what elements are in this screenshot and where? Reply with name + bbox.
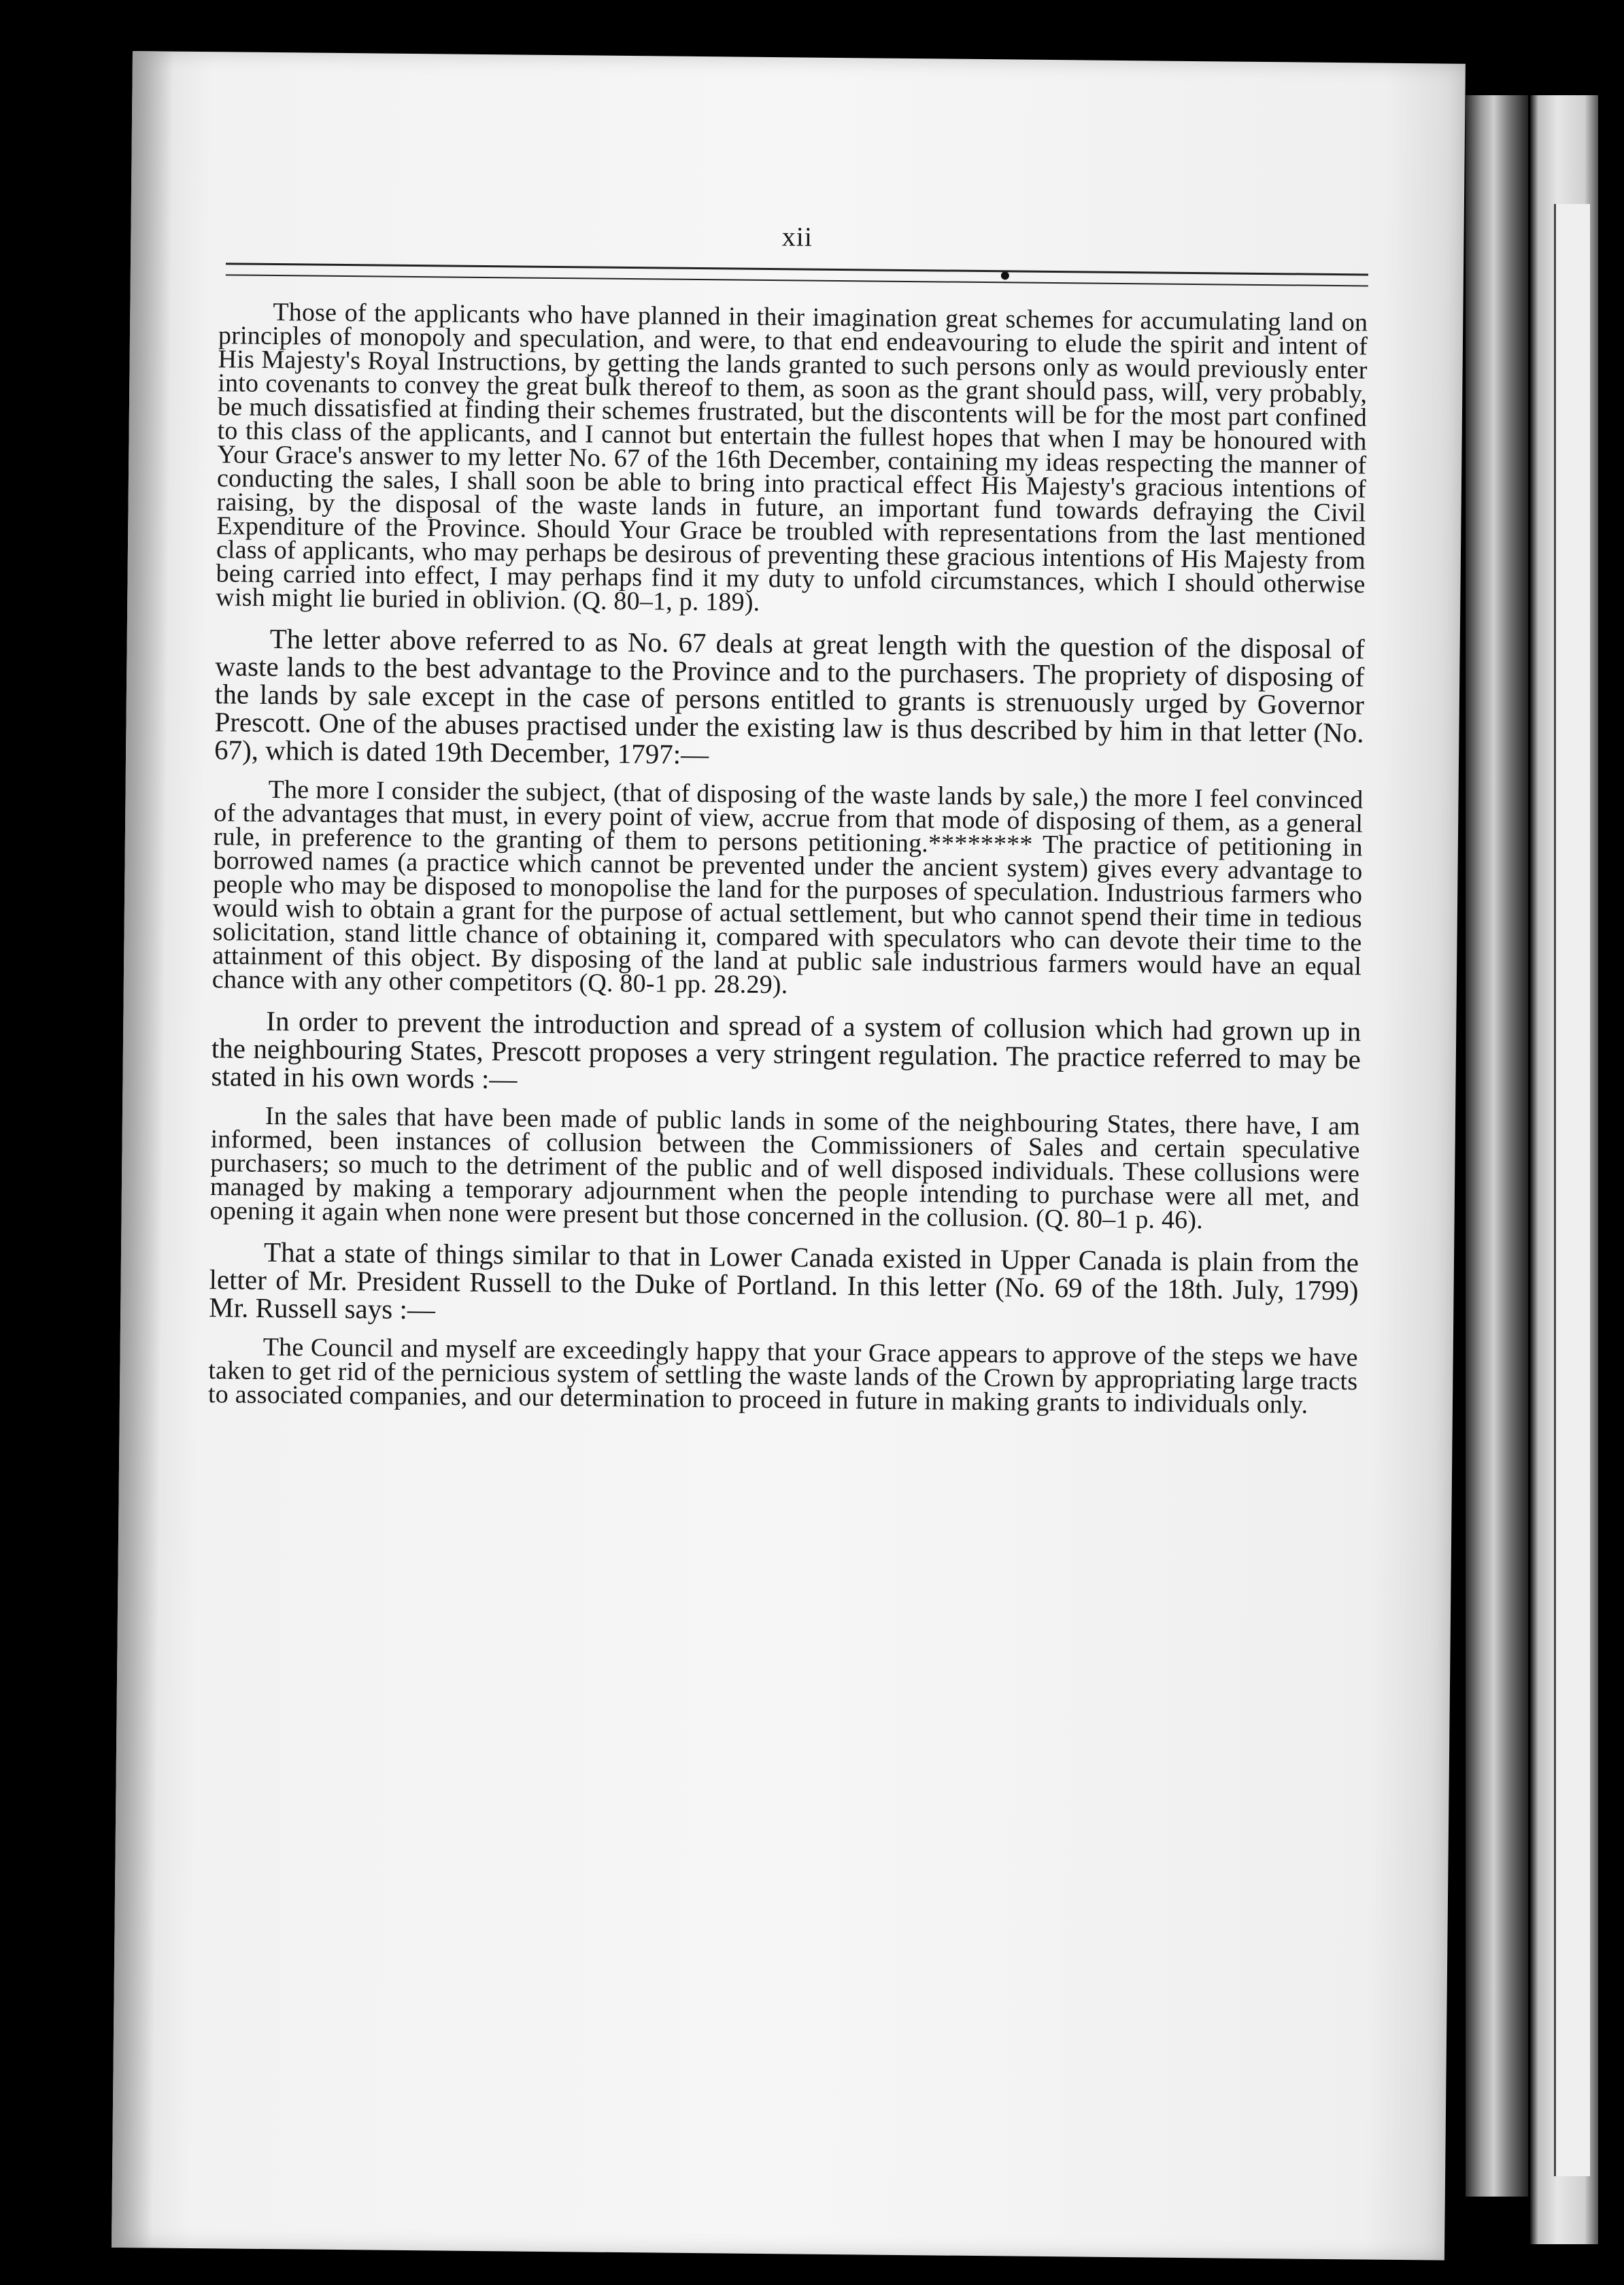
- quote-russell: The Council and myself are exceedingly happy that your Grace appears to approve of the steps we have taken to get rid of the pernicious system of settling the waste lands of the Crown by appropriating large tracts to associated companies, and our determination to proceed in future in making grants to individuals only.: [207, 1332, 1358, 1419]
- page-body: [207, 297, 1368, 1429]
- paragraph-letter-67: The letter above referred to as No. 67 deals at great length with the question of the disposal of waste lands to the best advantage to the Province and to the purchasers. The propriety of disposing of the lands by sale except in the case of persons entitled to grants is strenuously urged by Governor Prescott. One of the abuses practised under the existing law is thus described by him in that letter (No. 67), which is dated 19th December, 1797:—: [214, 622, 1365, 771]
- header-rule: [226, 263, 1368, 286]
- page-number: xii: [781, 221, 813, 252]
- quote-prescott-schemes: Those of the applicants who have planned in their imagination great schemes for accumulating land on principles of monopoly and speculation, and were, to that end endeavouring to elude the spirit and intent of His Majesty's Royal Instructions, by getting the lands granted to such persons only as would previously enter into covenants to convey the great bulk thereof to them, as soon as the grant should pass, will, very probably, be much dissatisfied at finding their schemes frustrated, but the discontents will be for the most part confined to this class of the applicants, and I cannot but entertain the fullest hopes that when I may be honoured with Your Grace's answer to my letter No. 67 of the 16th December, containing my ideas respecting the manner of conducting the sales, I shall soon be able to bring into practical effect His Majesty's gracious intentions of raising, by the disposal of the waste lands in future, an important fund towards defraying the Civil Expenditure of the Province. Should Your Grace be troubled with representations from the last mentioned class of applicants, who may perhaps be desirous of preventing these gracious intentions of His Majesty from being carried into effect, I may perhaps find it my duty to unfold circumstances, which I should otherwise wish might lie buried in oblivion. (Q. 80–1, p. 189).: [216, 297, 1368, 617]
- quote-collusion: In the sales that have been made of public lands in some of the neighbouring States, there have, I am informed, been instances of collusion between the Commissioners of Sales and certain speculative purchasers; so much to the detriment of the public and of well disposed individuals. These collusions were managed by making a temporary adjournment when the people intending to purchase were all met, and opening it again when none were present but those concerned in the collusion. (Q. 80–1 p. 46).: [209, 1101, 1361, 1235]
- paragraph-upper-canada: That a state of things similar to that in Lower Canada existed in Upper Canada is plain from the letter of Mr. President Russell to the Duke of Portland. In this letter (No. 69 of the 18th. July, 1799) Mr. Russell says :—: [209, 1236, 1359, 1325]
- next-page-strip: [1554, 204, 1590, 2176]
- page-gutter-shadow: [1466, 95, 1528, 2197]
- header-rule-ornament: [1001, 271, 1009, 280]
- page-binding-shadow: [112, 51, 173, 2248]
- quote-prescott-sale: The more I consider the subject, (that of disposing of the waste lands by sale,) the more I feel convinced of the advantages that must, in every point of view, accrue from that mode of disposing of them, as a general rule, in preference to the granting of them to persons petitioning.******** The practice of petitioning in borrowed names (a practice which cannot be prevented under the ancient system) gives every advantage to people who may be disposed to monopolise the land for the purposes of speculation. Industrious farmers who would wish to obtain a grant for the purpose of actual settlement, but who cannot spend their time in tedious solicitation, stand little chance of obtaining it, compared with speculators who can devote their time to the attainment of this object. By disposing of the land at public sale industrious farmers would have an equal chance with any other competitors (Q. 80-1 pp. 28.29).: [212, 775, 1364, 1000]
- document-page: [112, 51, 1466, 2261]
- paragraph-collusion: In order to prevent the introduction and spread of a system of collusion which had grown up in the neighbouring States, Prescott proposes a very stringent regulation. The practice referred to may be stated in his own words :—: [211, 1004, 1361, 1095]
